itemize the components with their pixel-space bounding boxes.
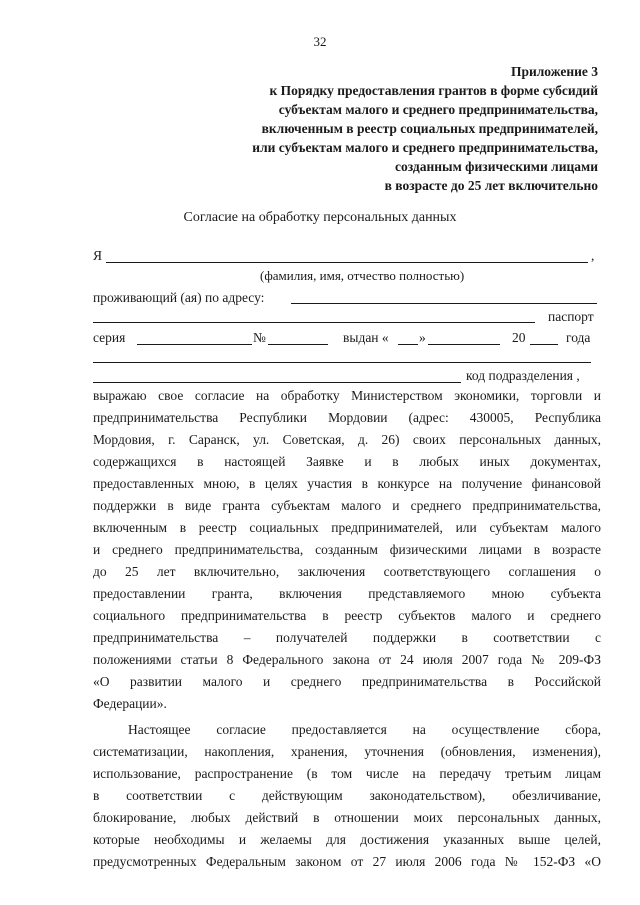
issued-month-field[interactable] [428, 344, 500, 345]
body-line: предусмотренных Федеральным законом от 27 июля 2006 года № 152-ФЗ «О [93, 854, 601, 869]
fio-field[interactable] [106, 262, 588, 263]
passport-label: паспорт [548, 309, 594, 324]
appendix-line: созданным физическими лицами [394, 159, 598, 174]
series-field[interactable] [137, 344, 252, 345]
year-field[interactable] [530, 344, 558, 345]
body-line: блокирование, любых действий в отношении моих персональных данных, [93, 810, 601, 825]
body-line: предпринимательства Республики Мордовии (адрес: 430005, Республика [93, 410, 601, 425]
ya-label: Я [93, 248, 103, 263]
comma: , [591, 248, 595, 263]
body-line: до 25 лет включительно, заключения соответствующего соглашения о [93, 564, 601, 579]
issuer-field[interactable] [93, 362, 591, 363]
body-line: «О развитии малого и среднего предпринимательства в Российской [93, 674, 601, 689]
number-sign: № [253, 330, 266, 345]
issued-day-field[interactable] [398, 344, 418, 345]
number-field[interactable] [268, 344, 328, 345]
code-field[interactable] [93, 382, 461, 383]
body-line: использование, распространение (в том числе на передачу третьим лицам [93, 766, 601, 781]
appendix-line: или субъектам малого и среднего предпринимательства, [252, 140, 598, 155]
appendix-line: включенным в реестр социальных предпринимателей, [261, 121, 598, 136]
appendix-header [178, 62, 598, 195]
body-line: положениями статьи 8 Федерального закона от 24 июля 2007 года № 209-ФЗ [93, 652, 601, 667]
appendix-line: к Порядку предоставления грантов в форме субсидий [269, 83, 598, 98]
code-label: код подразделения , [466, 368, 580, 383]
body-line: предоставлении гранта, включения представляемого мною субъекта [93, 586, 601, 601]
body-line: и среднего предпринимательства, созданным физическими лицами в возрасте [93, 542, 601, 557]
body-line: в соответствии с действующим законодательством), обезличивание, [93, 788, 601, 803]
body-line: Настоящее согласие предоставляется на осуществление сбора, [128, 722, 601, 737]
address-field[interactable] [291, 303, 597, 304]
body-line: содержащихся в настоящей Заявке и в любых иных документах, [93, 454, 601, 469]
page-number: 32 [313, 34, 327, 49]
body-line: выражаю свое согласие на обработку Министерством экономики, торговли и [93, 388, 601, 403]
year-prefix: 20 [512, 330, 526, 345]
document-title: Согласие на обработку персональных данных [183, 210, 457, 225]
address-label: проживающий (ая) по адресу: [93, 290, 265, 305]
body-line: предпринимательства – получателей поддержки в соответствии с [93, 630, 601, 645]
body-line: Федерации». [93, 696, 167, 711]
issued-close: » [419, 330, 426, 345]
appendix-line: Приложение 3 [510, 64, 598, 79]
appendix-line: в возрасте до 25 лет включительно [384, 178, 598, 193]
body-line: Мордовия, г. Саранск, ул. Советская, д. 26) своих персональных данных, [93, 432, 601, 447]
appendix-line: субъектам малого и среднего предпринимательства, [278, 102, 598, 117]
body-line: систематизации, накопления, хранения, уточнения (обновления, изменения), [93, 744, 601, 759]
issued-label: выдан « [343, 330, 389, 345]
fio-hint: (фамилия, имя, отчество полностью) [260, 268, 465, 283]
body-line: включенным в реестр социальных предпринимателей, или субъектам малого [93, 520, 601, 535]
body-line: которые необходимы и желаемы для достижения указанных выше целей, [93, 832, 601, 847]
body-line: социального предпринимательства в реестр субъектов малого и среднего [93, 608, 601, 623]
body-line: поддержки в виде гранта субъектам малого и среднего предпринимательства, [93, 498, 601, 513]
year-label: года [566, 330, 591, 345]
body-line: предоставленных мною, в целях участия в конкурсе на получение финансовой [93, 476, 601, 491]
address-field-2[interactable] [93, 322, 535, 323]
series-label: серия [93, 330, 126, 345]
